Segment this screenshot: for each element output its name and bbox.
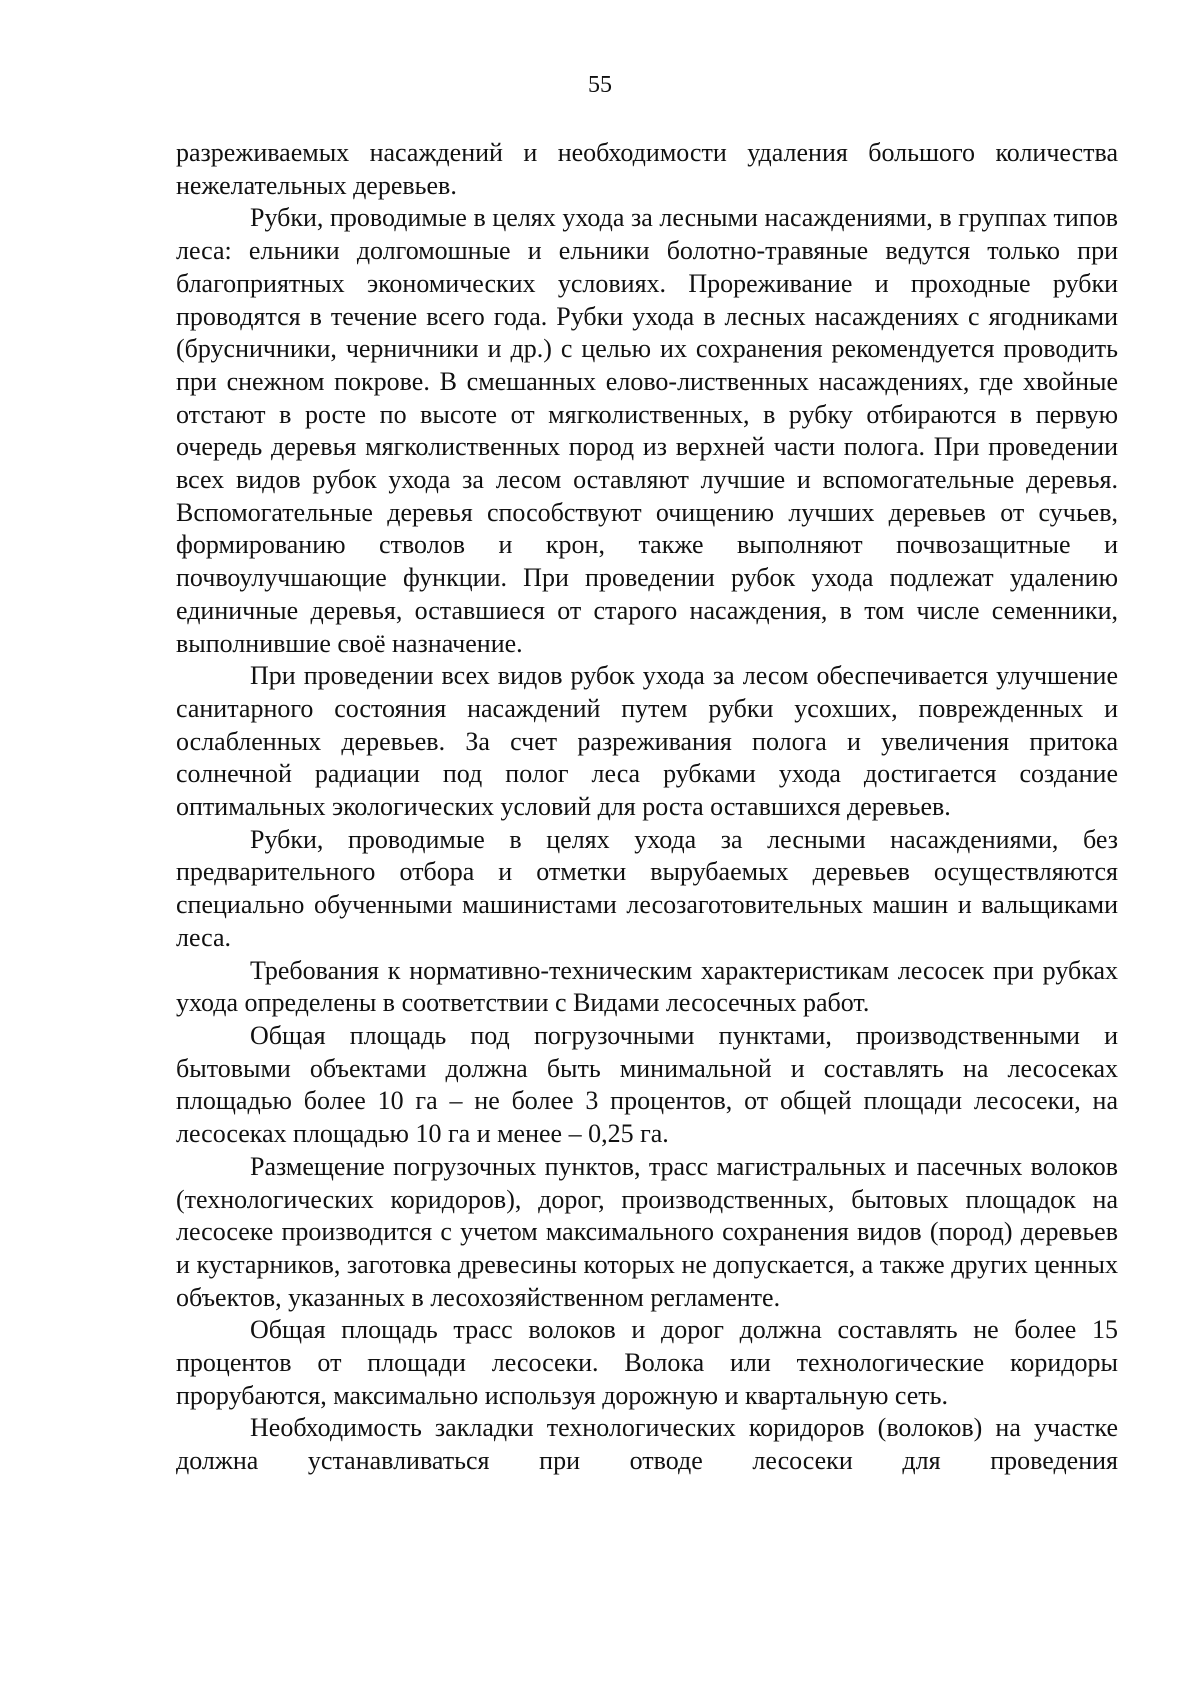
paragraph: При проведении всех видов рубок ухода за лесом обеспечивается улучшение санитарного состояния насаждений путем рубки усохших, поврежденных и ослабленных деревьев. За счет разреживания полога и увеличения притока солнечной радиации под полог леса рубками ухода достигается создание оптимальных экологических условий для роста оставшихся деревьев. — [176, 661, 1118, 822]
paragraph: Общая площадь под погрузочными пунктами, производственными и бытовыми объектами должна быть минимальной и составлять на лесосеках площадью более 10 га – не более 3 процентов, от общей площади лесосеки, на лесосеках площадью 10 га и менее – 0,25 га. — [176, 1020, 1118, 1149]
paragraph: разреживаемых насаждений и необходимости удаления большого количества нежелательных деревьев. — [176, 138, 1118, 200]
paragraph: Требования к нормативно-техническим характеристикам лесосек при рубках ухода определены в соответствии с Видами лесосечных работ. — [176, 955, 1118, 1018]
page-number: 55 — [588, 72, 612, 98]
document-body — [176, 137, 1118, 1478]
paragraph: Рубки, проводимые в целях ухода за лесными насаждениями, в группах типов леса: ельники долгомошные и ельники болотно-травяные ведутся только при благоприятных экономических условиях. Прореживание и проходные рубки проводятся в течение всего года. Рубки ухода в лесных насаждениях с ягодниками (брусничники, черничники и др.) с целью их сохранения рекомендуется проводить при снежном покрове. В смешанных елово-лиственных насаждениях, где хвойные отстают в росте по высоте от мягколиственных, в рубку отбираются в первую очередь деревья мягколиственных пород из верхней части полога. При проведении всех видов рубок ухода за лесом оставляют лучшие и вспомогательные деревья. Вспомогательные деревья способствуют очищению лучших деревьев от сучьев, формированию стволов и крон, также выполняют почвозащитные и почвоулучшающие функции. При проведении рубок ухода подлежат удалению единичные деревья, оставшиеся от старого насаждения, в том числе семенники, выполнившие своё назначение. — [176, 203, 1118, 658]
paragraph: Общая площадь трасс волоков и дорог должна составлять не более 15 процентов от площади лесосеки. Волока или технологические коридоры прорубаются, максимально используя дорожную и квартальную сеть. — [176, 1315, 1118, 1410]
paragraph: Необходимость закладки технологических коридоров (волоков) на участке должна устанавливаться при отводе лесосеки для проведения — [176, 1413, 1118, 1476]
paragraph: Размещение погрузочных пунктов, трасс магистральных и пасечных волоков (технологических коридоров), дорог, производственных, бытовых площадок на лесосеке производится с учетом максимального сохранения видов (пород) деревьев и кустарников, заготовка древесины которых не допускается, а также других ценных объектов, указанных в лесохозяйственном регламенте. — [176, 1151, 1118, 1312]
paragraph: Рубки, проводимые в целях ухода за лесными насаждениями, без предварительного отбора и отметки вырубаемых деревьев осуществляются специально обученными машинистами лесозаготовительных машин и вальщиками леса. — [176, 824, 1118, 952]
